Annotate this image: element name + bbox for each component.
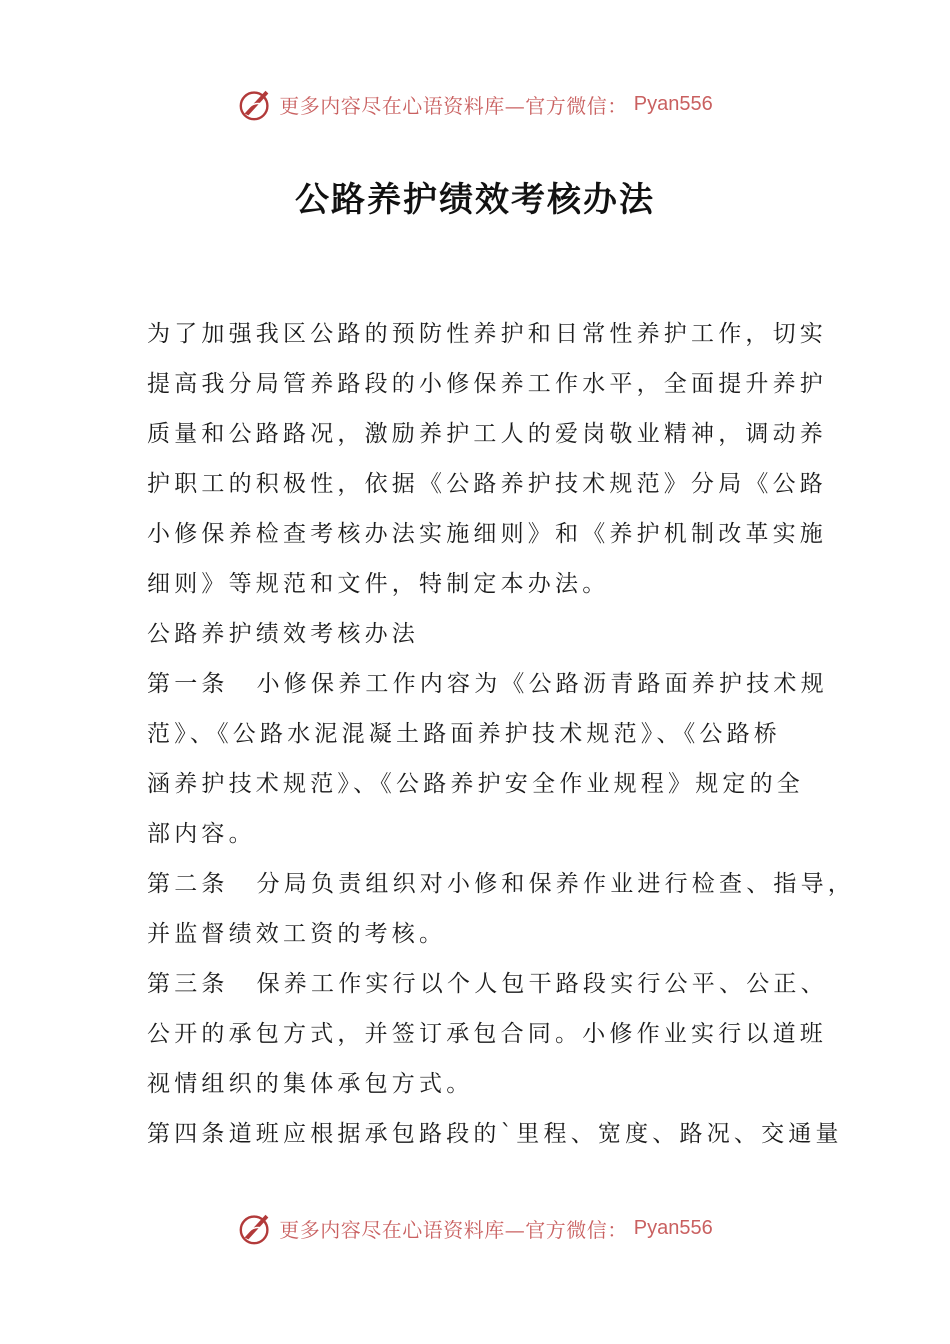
document-title: 公路养护绩效考核办法 bbox=[295, 180, 655, 220]
paragraph-line: 部内容。 bbox=[147, 821, 256, 847]
article-label: 第一条 bbox=[147, 671, 229, 697]
paragraph-line: 并监督绩效工资的考核。 bbox=[147, 921, 447, 947]
article-3-line bbox=[147, 959, 827, 1009]
banner-text: 更多内容尽在心语资料库—官方微信： bbox=[279, 93, 628, 118]
paragraph-line: 涵养护技术规范》、《公路养护安全作业规程》规定的全 bbox=[147, 771, 804, 797]
banner-text: 更多内容尽在心语资料库—官方微信： bbox=[279, 1217, 628, 1242]
section-heading: 公路养护绩效考核办法 bbox=[147, 621, 419, 647]
quill-pen-logo-icon bbox=[237, 85, 275, 123]
article-text: 分局负责组织对小修和保养作业进行检查、指导， bbox=[256, 871, 856, 897]
paragraph-line: 护职工的积极性，依据《公路养护技术规范》分局《公路 bbox=[147, 471, 827, 497]
banner-wechat-id: Pyan556 bbox=[633, 1216, 713, 1239]
paragraph-line: 范》、《公路水泥混凝土路面养护技术规范》、《公路桥 bbox=[147, 721, 781, 747]
paragraph-line: 为了加强我区公路的预防性养护和日常性养护工作，切实 bbox=[147, 321, 827, 347]
paragraph-line: 细则》等规范和文件，特制定本办法。 bbox=[147, 571, 610, 597]
article-text: 小修保养工作内容为《公路沥青路面养护技术规 bbox=[256, 671, 828, 697]
article-4-line: 第四条道班应根据承包路段的`里程、宽度、路况、交通量 bbox=[147, 1121, 843, 1147]
article-label: 第三条 bbox=[147, 971, 229, 997]
article-2-line bbox=[147, 859, 856, 909]
paragraph-line: 提高我分局管养路段的小修保养工作水平，全面提升养护 bbox=[147, 371, 827, 397]
paragraph-line: 视情组织的集体承包方式。 bbox=[147, 1071, 474, 1097]
article-1-line bbox=[147, 659, 827, 709]
paragraph-line: 公开的承包方式，并签订承包合同。小修作业实行以道班 bbox=[147, 1021, 827, 1047]
paragraph-line: 质量和公路路况，激励养护工人的爱岗敬业精神，调动养 bbox=[147, 421, 827, 447]
article-label: 第二条 bbox=[147, 871, 229, 897]
footer-banner bbox=[0, 1208, 950, 1248]
document-body bbox=[147, 309, 856, 1159]
quill-pen-logo-icon bbox=[237, 1209, 275, 1247]
article-text: 保养工作实行以个人包干路段实行公平、公正、 bbox=[256, 971, 828, 997]
banner-wechat-id: Pyan556 bbox=[633, 92, 713, 115]
paragraph-line: 小修保养检查考核办法实施细则》和《养护机制改革实施 bbox=[147, 521, 827, 547]
header-banner bbox=[0, 84, 950, 124]
